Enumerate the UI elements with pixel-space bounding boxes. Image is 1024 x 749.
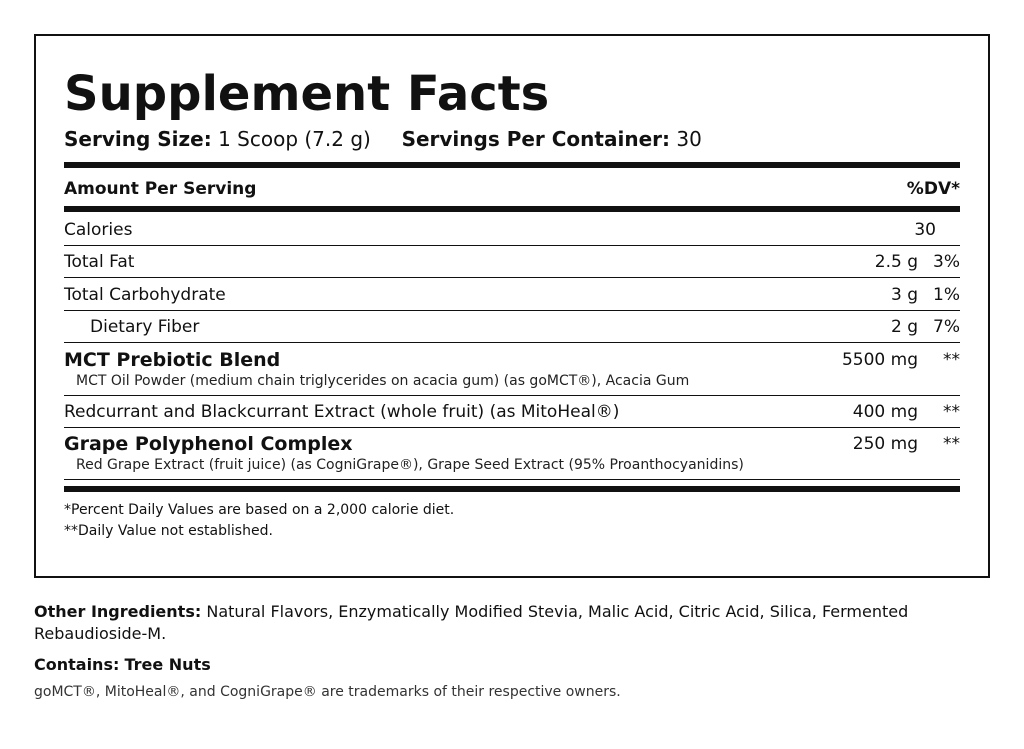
nutrient-name: Calories bbox=[64, 220, 133, 240]
nutrient-amount: 30 bbox=[914, 220, 936, 240]
other-ingredients-text: Natural Flavors, Enzymatically Modified Stevia, Malic Acid, Citric Acid, Silica, Fermented Rebaudioside-M. bbox=[34, 602, 909, 643]
nutrient-name: Dietary Fiber bbox=[90, 317, 200, 337]
divider-thin bbox=[64, 277, 960, 278]
divider-thick bbox=[64, 162, 960, 168]
divider-thin bbox=[64, 395, 960, 396]
other-ingredients bbox=[34, 601, 984, 645]
blend-name: Grape Polyphenol Complex bbox=[64, 433, 353, 455]
servings-per-container-label: Servings Per Container: bbox=[401, 127, 670, 151]
blend-amount: 5500 mg bbox=[841, 350, 918, 370]
contains-text: Tree Nuts bbox=[124, 655, 211, 674]
dv-header: %DV* bbox=[906, 179, 960, 199]
divider-thin bbox=[64, 427, 960, 428]
panel-title: Supplement Facts bbox=[64, 66, 550, 122]
nutrient-dv: 1% bbox=[933, 285, 960, 305]
blend-amount: 400 mg bbox=[852, 402, 918, 422]
contains-statement bbox=[34, 654, 984, 676]
serving-size-label: Serving Size: bbox=[64, 127, 212, 151]
blend-dv: ** bbox=[943, 434, 960, 454]
blend-name: Redcurrant and Blackcurrant Extract (whole fruit) (as MitoHeal®) bbox=[64, 402, 620, 422]
divider-thin bbox=[64, 245, 960, 246]
servings-per-container-value: 30 bbox=[676, 127, 702, 151]
divider-thin bbox=[64, 479, 960, 480]
other-ingredients-label: Other Ingredients: bbox=[34, 602, 202, 621]
divider-thick bbox=[64, 206, 960, 212]
divider-thin bbox=[64, 342, 960, 343]
amount-per-serving-label: Amount Per Serving bbox=[64, 179, 257, 199]
footnote-not-established: **Daily Value not established. bbox=[64, 523, 273, 539]
nutrient-amount: 3 g bbox=[890, 285, 918, 305]
nutrient-name: Total Carbohydrate bbox=[64, 285, 226, 305]
footnote-dv: *Percent Daily Values are based on a 2,000 calorie diet. bbox=[64, 502, 455, 518]
nutrient-amount: 2 g bbox=[890, 317, 918, 337]
blend-dv: ** bbox=[943, 350, 960, 370]
blend-description: Red Grape Extract (fruit juice) (as CogniGrape®), Grape Seed Extract (95% Proanthocyanidins) bbox=[76, 457, 744, 473]
nutrient-dv: 7% bbox=[933, 317, 960, 337]
blend-description: MCT Oil Powder (medium chain triglycerides on acacia gum) (as goMCT®), Acacia Gum bbox=[76, 373, 690, 389]
divider-thin bbox=[64, 310, 960, 311]
blend-amount: 250 mg bbox=[852, 434, 918, 454]
divider-thick bbox=[64, 486, 960, 492]
serving-size-value: 1 Scoop (7.2 g) bbox=[218, 127, 371, 151]
contains-label: Contains: bbox=[34, 655, 120, 674]
trademark-note: goMCT®, MitoHeal®, and CogniGrape® are trademarks of their respective owners. bbox=[34, 684, 621, 700]
nutrient-amount: 2.5 g bbox=[874, 252, 918, 272]
blend-name: MCT Prebiotic Blend bbox=[64, 349, 281, 371]
serving-info bbox=[64, 126, 702, 152]
supplement-facts-panel bbox=[34, 34, 990, 578]
nutrient-dv: 3% bbox=[933, 252, 960, 272]
nutrient-name: Total Fat bbox=[64, 252, 135, 272]
blend-dv: ** bbox=[943, 402, 960, 422]
